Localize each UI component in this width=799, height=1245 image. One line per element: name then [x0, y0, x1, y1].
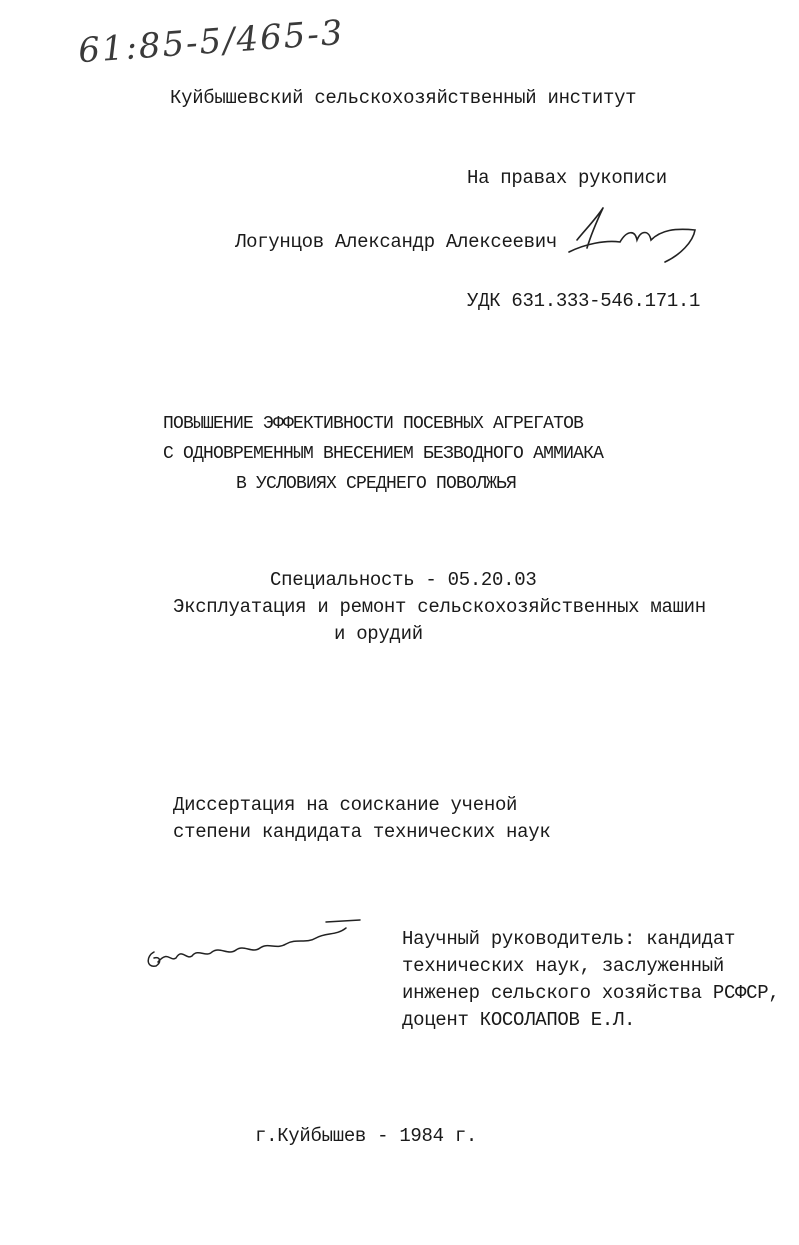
city-and-year: г.Куйбышев - 1984 г. — [255, 1125, 478, 1147]
supervisor-line-2: технических наук, заслуженный — [402, 955, 724, 977]
supervisor-line-1: Научный руководитель: кандидат — [402, 928, 736, 950]
author-name: Логунцов Александр Алексеевич — [235, 231, 557, 253]
udc-code: УДК 631.333-546.171.1 — [467, 290, 701, 312]
specialty-name-line-2: и орудий — [334, 623, 423, 645]
specialty-code: Специальность - 05.20.03 — [270, 569, 537, 591]
supervisor-line-3: инженер сельского хозяйства РСФСР, — [402, 982, 780, 1004]
institution-name: Куйбышевский сельскохозяйственный институт — [170, 87, 637, 109]
dissertation-type-line-1: Диссертация на соискание ученой — [173, 794, 518, 816]
thesis-title-line-3: В УСЛОВИЯХ СРЕДНЕГО ПОВОЛЖЬЯ — [236, 474, 517, 494]
thesis-title-line-2: С ОДНОВРЕМЕННЫМ ВНЕСЕНИЕМ БЕЗВОДНОГО АММИАКА — [163, 444, 604, 464]
supervisor-line-4: доцент КОСОЛАПОВ Е.Л. — [402, 1009, 636, 1031]
thesis-title-line-1: ПОВЫШЕНИЕ ЭФФЕКТИВНОСТИ ПОСЕВНЫХ АГРЕГАТОВ — [163, 414, 584, 434]
dissertation-type-line-2: степени кандидата технических наук — [173, 821, 551, 843]
specialty-name-line-1: Эксплуатация и ремонт сельскохозяйственных машин — [173, 596, 706, 618]
archive-mark: 61:85-5/465-3 — [76, 12, 346, 72]
manuscript-rights-note: На правах рукописи — [467, 167, 667, 189]
author-signature — [565, 200, 705, 270]
supervisor-signature — [140, 912, 370, 982]
